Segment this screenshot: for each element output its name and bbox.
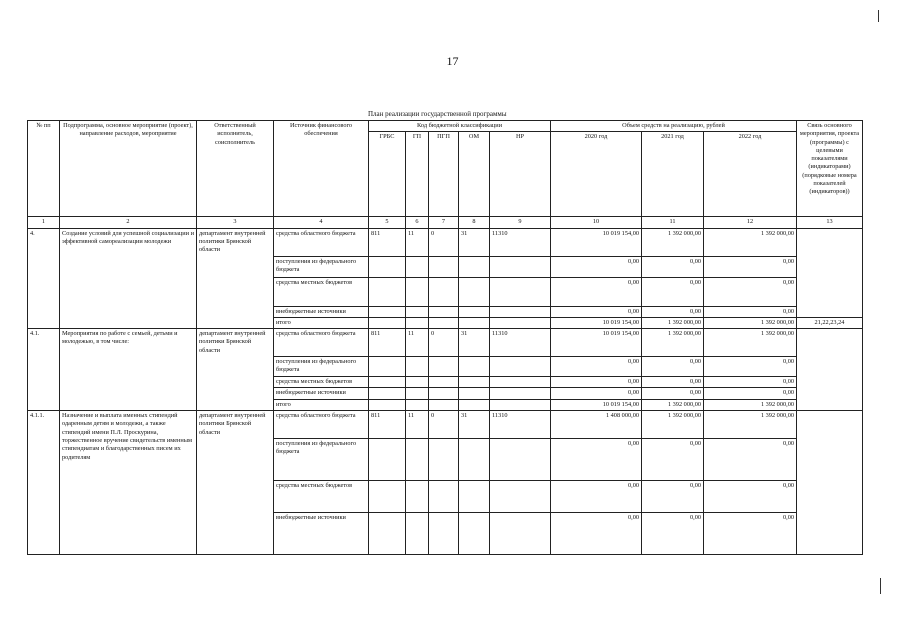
column-number: 13 (797, 217, 863, 228)
source-local: средства местных бюджетов (274, 377, 369, 388)
amount-2022: 0,00 (704, 513, 797, 555)
amount-2020: 10 019 154,00 (551, 228, 642, 256)
source-federal: поступления из федерального бюджета (274, 357, 369, 377)
code-nr: 11310 (490, 228, 551, 256)
activity-name: Назначение и выплата именных стипендий одаренным детям и молодежи, а также стипендий имени П.Л. Проскурина, торжественное вручение свидетельств именным стипендиатам и благодарственных писем их родителям (60, 411, 197, 555)
header-executor: Ответственный исполнитель, соисполнитель (197, 121, 274, 217)
code-gp: 11 (406, 228, 429, 256)
activity-name: Мероприятия по работе с семьей, детьми и молодежью, в том числе: (60, 329, 197, 411)
amount-2022: 0,00 (704, 357, 797, 377)
column-number: 4 (274, 217, 369, 228)
executor: департамент внутренней политики Брянской области (197, 411, 274, 555)
amount-2020: 0,00 (551, 277, 642, 306)
amount-2022: 0,00 (704, 481, 797, 513)
source-federal: поступления из федерального бюджета (274, 439, 369, 481)
code-nr: 11310 (490, 411, 551, 439)
executor: департамент внутренней политики Брянской области (197, 228, 274, 329)
header-pgp: ПГП (429, 132, 459, 217)
amount-2021: 0,00 (642, 388, 704, 399)
header-volume: Объем средств на реализацию, рублей (551, 121, 797, 132)
amount-2021: 0,00 (642, 481, 704, 513)
total-2021: 1 392 000,00 (642, 399, 704, 410)
amount-2022: 1 392 000,00 (704, 411, 797, 439)
header-budget-code: Код бюджетной классификации (369, 121, 551, 132)
source-extra: внебюджетные источники (274, 306, 369, 317)
amount-2021: 1 392 000,00 (642, 411, 704, 439)
source-regional: средства областного бюджета (274, 228, 369, 256)
header-2021: 2021 год (642, 132, 704, 217)
table-caption: План реализации государственной программы (368, 110, 507, 118)
total-2020: 10 019 154,00 (551, 399, 642, 410)
source-federal: поступления из федерального бюджета (274, 256, 369, 277)
amount-2020: 0,00 (551, 388, 642, 399)
program-plan-table (27, 120, 863, 555)
amount-2020: 0,00 (551, 439, 642, 481)
indicator-link (797, 228, 863, 317)
executor: департамент внутренней политики Брянской области (197, 329, 274, 411)
source-regional: средства областного бюджета (274, 411, 369, 439)
amount-2021: 0,00 (642, 439, 704, 481)
amount-2021: 0,00 (642, 277, 704, 306)
header-link: Связь основного мероприятия, проекта (программы) с целевыми показателями (индикаторами) (порядковые номера показателей (индикаторов)) (797, 121, 863, 217)
scan-mark (880, 578, 881, 594)
column-number: 10 (551, 217, 642, 228)
page-number: 17 (446, 54, 459, 68)
row-number: 4.1. (28, 329, 60, 411)
source-regional: средства областного бюджета (274, 329, 369, 357)
amount-2021: 0,00 (642, 256, 704, 277)
header-grbs: ГРБС (369, 132, 406, 217)
header-program: Подпрограмма, основное мероприятие (проект), направление расходов, мероприятие (60, 121, 197, 217)
header-om: ОМ (459, 132, 490, 217)
amount-2020: 0,00 (551, 256, 642, 277)
amount-2020: 10 019 154,00 (551, 329, 642, 357)
total-2021: 1 392 000,00 (642, 317, 704, 328)
column-number: 11 (642, 217, 704, 228)
header-2020: 2020 год (551, 132, 642, 217)
code-gp: 11 (406, 329, 429, 357)
code-grbs: 811 (369, 411, 406, 439)
source-total: итого (274, 317, 369, 328)
indicator-link (797, 329, 863, 411)
indicator-link (797, 411, 863, 555)
code-pgp: 0 (429, 411, 459, 439)
amount-2022: 0,00 (704, 388, 797, 399)
amount-2022: 0,00 (704, 377, 797, 388)
column-number: 3 (197, 217, 274, 228)
amount-2020: 1 408 000,00 (551, 411, 642, 439)
amount-2022: 0,00 (704, 439, 797, 481)
amount-2022: 0,00 (704, 256, 797, 277)
header-no: № пп (28, 121, 60, 217)
amount-2021: 0,00 (642, 377, 704, 388)
column-number: 7 (429, 217, 459, 228)
code-gp: 11 (406, 411, 429, 439)
code-om: 31 (459, 411, 490, 439)
code-pgp: 0 (429, 228, 459, 256)
amount-2021: 1 392 000,00 (642, 228, 704, 256)
header-2022: 2022 год (704, 132, 797, 217)
column-number: 1 (28, 217, 60, 228)
total-2022: 1 392 000,00 (704, 399, 797, 410)
column-number: 8 (459, 217, 490, 228)
column-number: 12 (704, 217, 797, 228)
code-pgp: 0 (429, 329, 459, 357)
amount-2020: 0,00 (551, 306, 642, 317)
total-2020: 10 019 154,00 (551, 317, 642, 328)
source-local: средства местных бюджетов (274, 481, 369, 513)
column-number: 9 (490, 217, 551, 228)
code-nr: 11310 (490, 329, 551, 357)
amount-2021: 0,00 (642, 306, 704, 317)
amount-2020: 0,00 (551, 357, 642, 377)
code-om: 31 (459, 329, 490, 357)
source-extra: внебюджетные источники (274, 388, 369, 399)
amount-2021: 1 392 000,00 (642, 329, 704, 357)
amount-2020: 0,00 (551, 481, 642, 513)
column-number: 6 (406, 217, 429, 228)
source-extra: внебюджетные источники (274, 513, 369, 555)
scan-mark (878, 10, 879, 22)
header-source: Источник финансового обеспечения (274, 121, 369, 217)
amount-2020: 0,00 (551, 513, 642, 555)
column-number: 2 (60, 217, 197, 228)
amount-2021: 0,00 (642, 513, 704, 555)
amount-2022: 1 392 000,00 (704, 329, 797, 357)
amount-2022: 0,00 (704, 277, 797, 306)
amount-2022: 1 392 000,00 (704, 228, 797, 256)
code-om: 31 (459, 228, 490, 256)
amount-2022: 0,00 (704, 306, 797, 317)
activity-name: Создание условий для успешной социализации и эффективной самореализации молодежи (60, 228, 197, 329)
header-gp: ГП (406, 132, 429, 217)
column-number: 5 (369, 217, 406, 228)
row-number: 4.1.1. (28, 411, 60, 555)
source-local: средства местных бюджетов (274, 277, 369, 306)
total-2022: 1 392 000,00 (704, 317, 797, 328)
row-number: 4. (28, 228, 60, 329)
amount-2020: 0,00 (551, 377, 642, 388)
header-nr: НР (490, 132, 551, 217)
code-grbs: 811 (369, 329, 406, 357)
indicator-numbers: 21,22,23,24 (797, 317, 863, 328)
source-total: итого (274, 399, 369, 410)
code-grbs: 811 (369, 228, 406, 256)
amount-2021: 0,00 (642, 357, 704, 377)
